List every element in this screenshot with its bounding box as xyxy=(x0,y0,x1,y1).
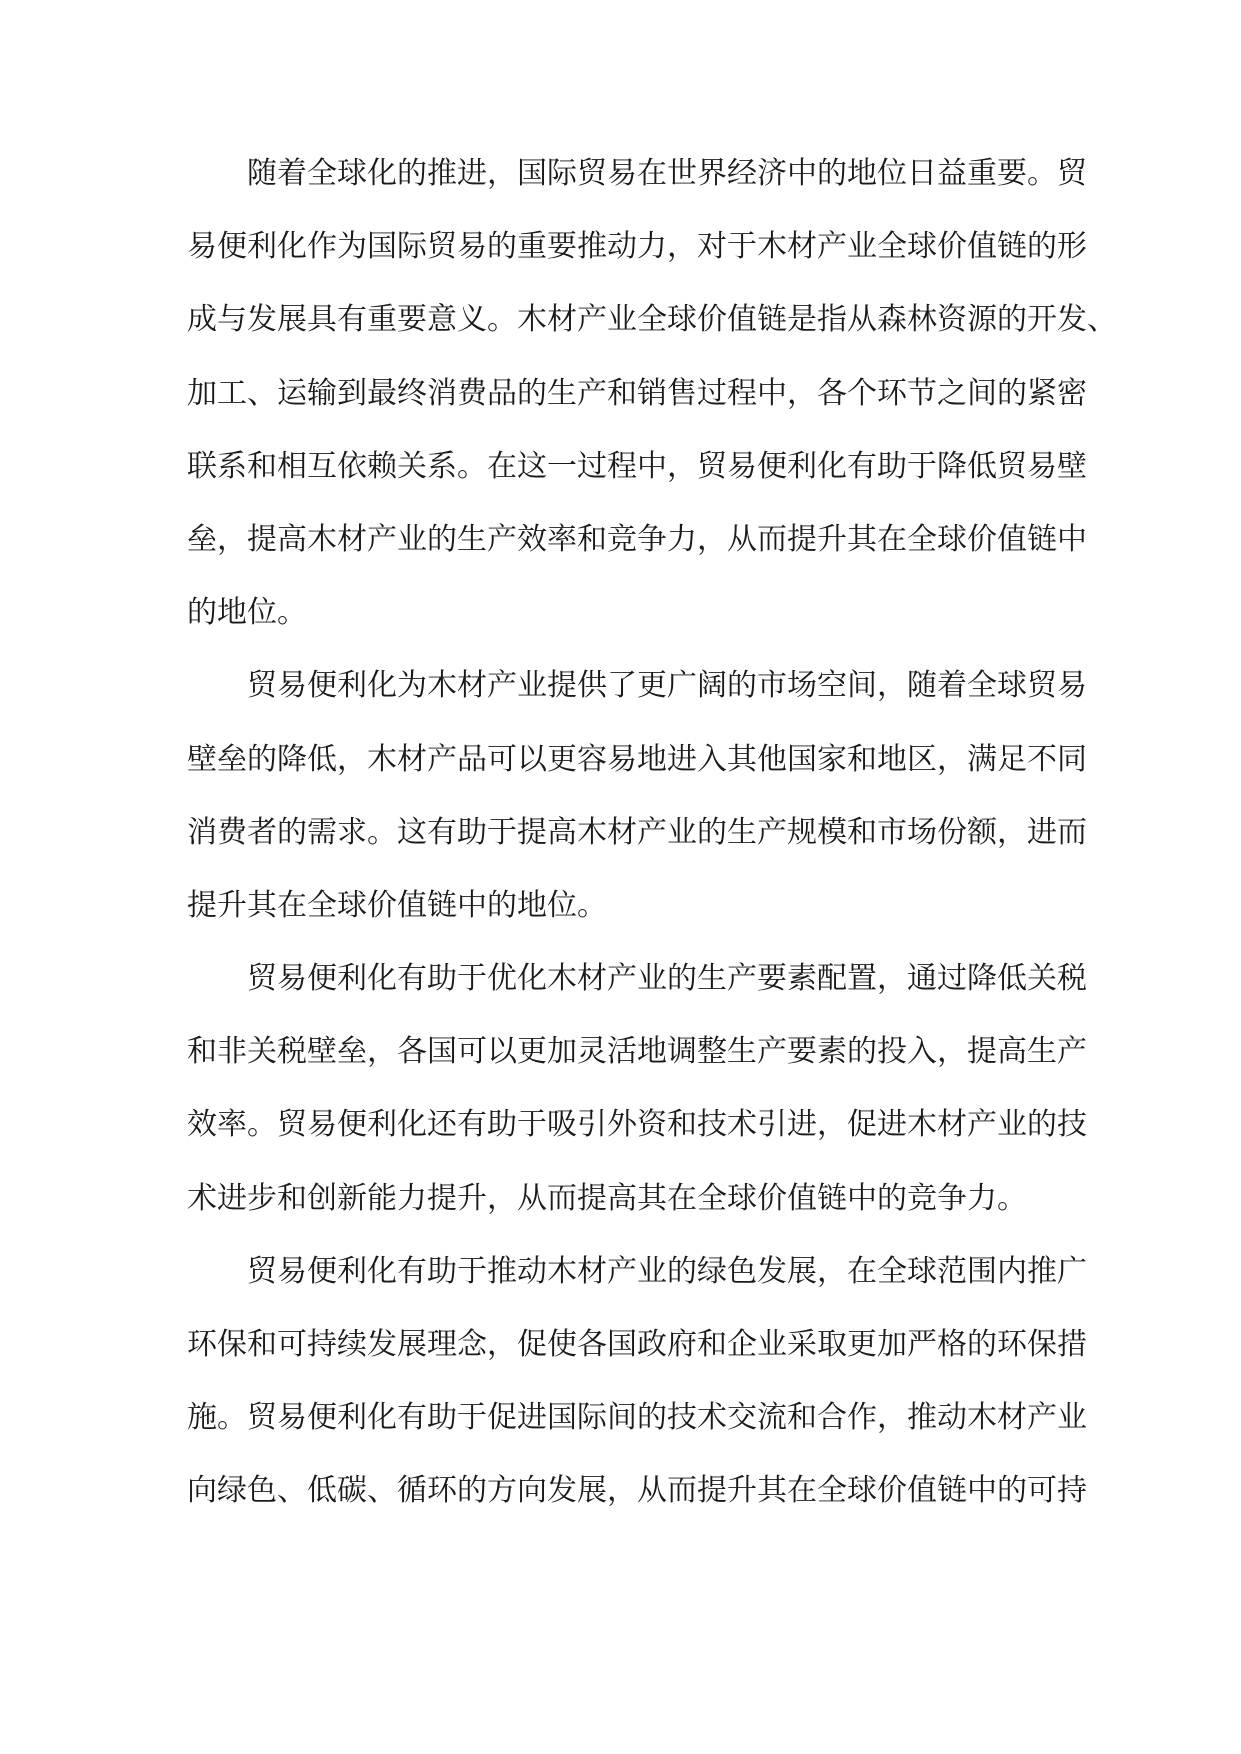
paragraph-line: 向绿色、低碳、循环的方向发展，从而提升其在全球价值链中的可持 xyxy=(187,1473,1087,1509)
paragraph-line: 壁垒的降低，木材产品可以更容易地进入其他国家和地区，满足不同 xyxy=(187,741,1087,777)
paragraph-4 xyxy=(187,1235,1087,1528)
paragraph-line: 联系和相互依赖关系。在这一过程中，贸易便利化有助于降低贸易壁 xyxy=(187,448,1087,484)
body-text xyxy=(187,137,1117,1528)
paragraph-line: 环保和可持续发展理念，促使各国政府和企业采取更加严格的环保措 xyxy=(187,1327,1087,1362)
paragraph-line: 垒，提高木材产业的生产效率和竞争力，从而提升其在全球价值链中 xyxy=(187,521,1087,557)
paragraph-line: 术进步和创新能力提升，从而提高其在全球价值链中的竞争力。 xyxy=(187,1180,1027,1216)
paragraph-line: 贸易便利化为木材产业提供了更广阔的市场空间，随着全球贸易 xyxy=(247,668,1087,704)
paragraph-line: 施。贸易便利化有助于促进国际间的技术交流和合作，推动木材产业 xyxy=(187,1400,1087,1436)
paragraph-line: 成与发展具有重要意义。木材产业全球价值链是指从森林资源的开发、 xyxy=(187,302,1117,338)
paragraph-line: 效率。贸易便利化还有助于吸引外资和技术引进，促进木材产业的技 xyxy=(187,1107,1087,1143)
paragraph-2 xyxy=(187,649,1087,942)
paragraph-line: 消费者的需求。这有助于提高木材产业的生产规模和市场份额，进而 xyxy=(187,814,1087,850)
paragraph-line: 提升其在全球价值链中的地位。 xyxy=(187,887,607,923)
paragraph-line: 贸易便利化有助于优化木材产业的生产要素配置，通过降低关税 xyxy=(247,961,1087,997)
paragraph-line: 加工、运输到最终消费品的生产和销售过程中，各个环节之间的紧密 xyxy=(187,375,1087,411)
paragraph-line: 和非关税壁垒，各国可以更加灵活地调整生产要素的投入，提高生产 xyxy=(187,1034,1087,1070)
paragraph-1 xyxy=(187,137,1117,649)
paragraph-line: 贸易便利化有助于推动木材产业的绿色发展，在全球范围内推广 xyxy=(247,1253,1087,1289)
paragraph-line: 的地位。 xyxy=(187,595,307,631)
paragraph-line: 易便利化作为国际贸易的重要推动力，对于木材产业全球价值链的形 xyxy=(187,229,1087,265)
paragraph-3 xyxy=(187,942,1087,1235)
paragraph-line: 随着全球化的推进，国际贸易在世界经济中的地位日益重要。贸 xyxy=(247,156,1087,191)
